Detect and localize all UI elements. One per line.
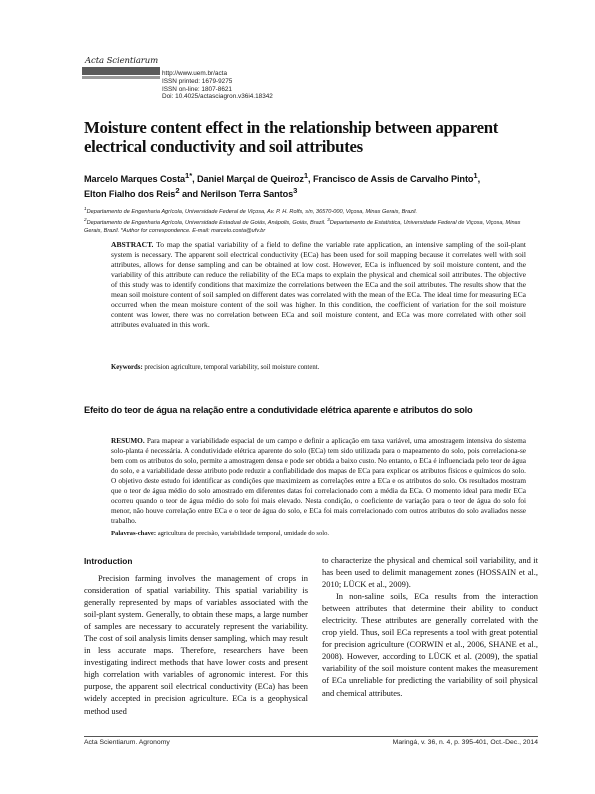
- abstract-text: To map the spatial variability of a field to define the variable rate application, an intensive sampling of the soil-plant system is necessary. The apparent soil electrical conductivity (ECa) has been used for soil mapping because it correlates well with soil attributes, allows for dense sampling and can be obtained at low cost. However, ECa is influenced by soil moisture content, and the variability of this attribute can reduce the reliability of the ECa maps to explain the physical and chemical soil attributes. The objective of this study was to identify conditions that maximize the correlations between the ECa and the soil attributes. The results show that the mean soil moisture content of soil sampled on different dates was correlated with the mean of the ECa. The ideal time for measuring ECa occurred when the mean moisture content of the soil was higher. In this condition, the coefficient of variation for the soil moisture content was lower, there was no correlation between ECa and soil moisture content, and ECa was more correlated with other soil attributes evaluated in this work.: [111, 240, 526, 330]
- author-affil-mark: 1*: [185, 171, 193, 180]
- author-affil-mark: 1: [303, 171, 309, 180]
- body-column-right: [322, 554, 538, 699]
- keywords-label: Keywords:: [111, 364, 143, 371]
- author-separator: ,: [477, 174, 481, 185]
- affil-text: Departamento de Estatística, Universidade Federal de Viçosa, Viçosa, Minas Gerais, Brazil. *Author for correspondence. E-mail: marcelo.costa@ufv.br: [84, 220, 521, 234]
- article-title: Moisture content effect in the relationship between apparent electrical conductivity and soil attributes: [84, 118, 499, 156]
- abstract-label: ABSTRACT.: [111, 240, 154, 249]
- palavras-chave: [111, 529, 526, 538]
- author-name: Elton Fialho dos Reis: [84, 189, 176, 200]
- affil-number: 2: [84, 217, 87, 223]
- author-name: Francisco de Assis de Carvalho Pinto: [312, 174, 474, 185]
- author-affil-mark: 3: [293, 186, 298, 196]
- author-separator: ,: [192, 174, 197, 185]
- author-separator: ,: [308, 174, 313, 185]
- doi: Doi: 10.4025/actasciagron.v36i4.18342: [162, 93, 273, 101]
- author-list: [84, 170, 534, 200]
- paragraph: In non-saline soils, ECa results from the interaction between attributes that determine their ability to conduct electricity. These attributes are generally correlated with the crop yield. Thus, soil ECa represents a tool with great potential for precision agriculture (CORWIN et al., 2006, SHANE et al., 2008). However, according to LÜCK et al. (2009), the spatial variability of the soil moisture content makes the measurement of ECa unreliable for predicting the variability of soil physical and chemical attributes.: [322, 591, 538, 698]
- journal-meta: [162, 70, 273, 101]
- keywords: [111, 363, 526, 372]
- journal-logo-text: Acta Scientiarum: [85, 56, 159, 66]
- logo-bar-thin: [82, 76, 160, 79]
- footer-divider: [84, 736, 538, 737]
- affil-text: Departamento de Engenharia Agrícola, Universidade Estadual de Goiás, Anápolis, Goiás, Brazil.: [86, 220, 326, 227]
- resumo: [111, 436, 526, 526]
- footer-journal: Acta Scientiarum. Agronomy: [84, 739, 170, 746]
- abstract: [111, 240, 526, 330]
- affil-number: 3: [327, 217, 330, 223]
- affiliations: [84, 205, 530, 236]
- author-affil-mark: 2: [175, 186, 180, 196]
- section-heading-introduction: Introduction: [84, 556, 133, 566]
- author-name: Daniel Marçal de Queiroz: [197, 174, 304, 185]
- issn-print: ISSN printed: 1679-9275: [162, 77, 233, 85]
- logo-bar: [82, 67, 160, 75]
- body-column-left: [84, 572, 308, 717]
- issn-online: ISSN on-line: 1807-8621: [162, 85, 232, 93]
- paragraph: Precision farming involves the management of crops in consideration of spatial variability. This spatial variability is generally represented by maps of variables associated with the soil-plant system. Generally, to obtain these maps, a large number of samples are necessary to accurately represent the variability. The cost of soil analysis limits denser sampling, which may result in less accurate maps. Therefore, researchers have been investigating indirect methods that have lower costs and present high correlation with variables of agronomic interest. For this purpose, the apparent soil electrical conductivity (ECa) has been widely accepted in precision agriculture. ECa is a geophysical method used: [84, 573, 308, 716]
- palavras-chave-text: agricultura de precisão, variabilidade temporal, umidade do solo.: [156, 530, 330, 537]
- author-name: Nerilson Terra Santos: [200, 189, 294, 200]
- palavras-chave-label: Palavras-chave:: [111, 530, 157, 537]
- author-separator: and: [179, 189, 201, 200]
- author-affil-mark: 1: [473, 171, 478, 180]
- resumo-text: Para mapear a variabilidade espacial de um campo e definir a aplicação em taxa variável, uma amostragem intensiva do sistema solo-planta é necessária. A condutividade elétrica aparente do solo (ECa) tem sido utilizada para o mapeamento do solo, pois correlaciona-se bem com os atributos do solo, permite a amostragem densa e pode ser obtida a baixo custo. No entanto, o ECa é influenciada pelo teor de água do solo, e a variabilidade desse atributo pode reduzir a confiabilidade dos mapas de ECa para explicar os atributos físicos e químicos do solo. O objetivo deste estudo foi identificar as condições que maximizem as correlações entre a ECa e os atributos do solo. Os resultados mostram que o teor de água médio do solo amostrado em diferentes datas foi correlacionado com a média da ECa. O momento ideal para medir ECa ocorreu quando o teor de água médio do solo foi mais elevado. Nesta condição, o coeficiente de variação para o teor de água do solo foi menor, não houve correlação entre ECa e o teor de água do solo, e ECa foi mais correlacionado com outros atributos do solo avaliados nesse trabalho.: [111, 437, 526, 526]
- portuguese-title: Efeito do teor de água na relação entre a condutividade elétrica aparente e atributos do solo: [84, 405, 473, 415]
- resumo-label: RESUMO.: [111, 437, 145, 445]
- keywords-text: precision agriculture, temporal variability, soil moisture content.: [142, 364, 320, 371]
- affil-text: Departamento de Engenharia Agrícola, Universidade Federal de Viçosa, Av. P. H. Rolfs, s/n, 36570-000, Viçosa, Minas Gerais, Brazil.: [86, 208, 418, 215]
- affil-number: 1: [84, 206, 87, 211]
- journal-logo: [82, 52, 162, 92]
- author-name: Marcelo Marques Costa: [84, 174, 186, 185]
- paragraph: to characterize the physical and chemical soil variability, and it has been used to delimit management zones (HOSSAIN et al., 2010; LÜCK et al., 2009).: [322, 555, 538, 590]
- journal-url[interactable]: http://www.uem.br/acta: [162, 70, 227, 77]
- footer-citation: Maringá, v. 36, n. 4, p. 395-401, Oct.-Dec., 2014: [392, 739, 538, 746]
